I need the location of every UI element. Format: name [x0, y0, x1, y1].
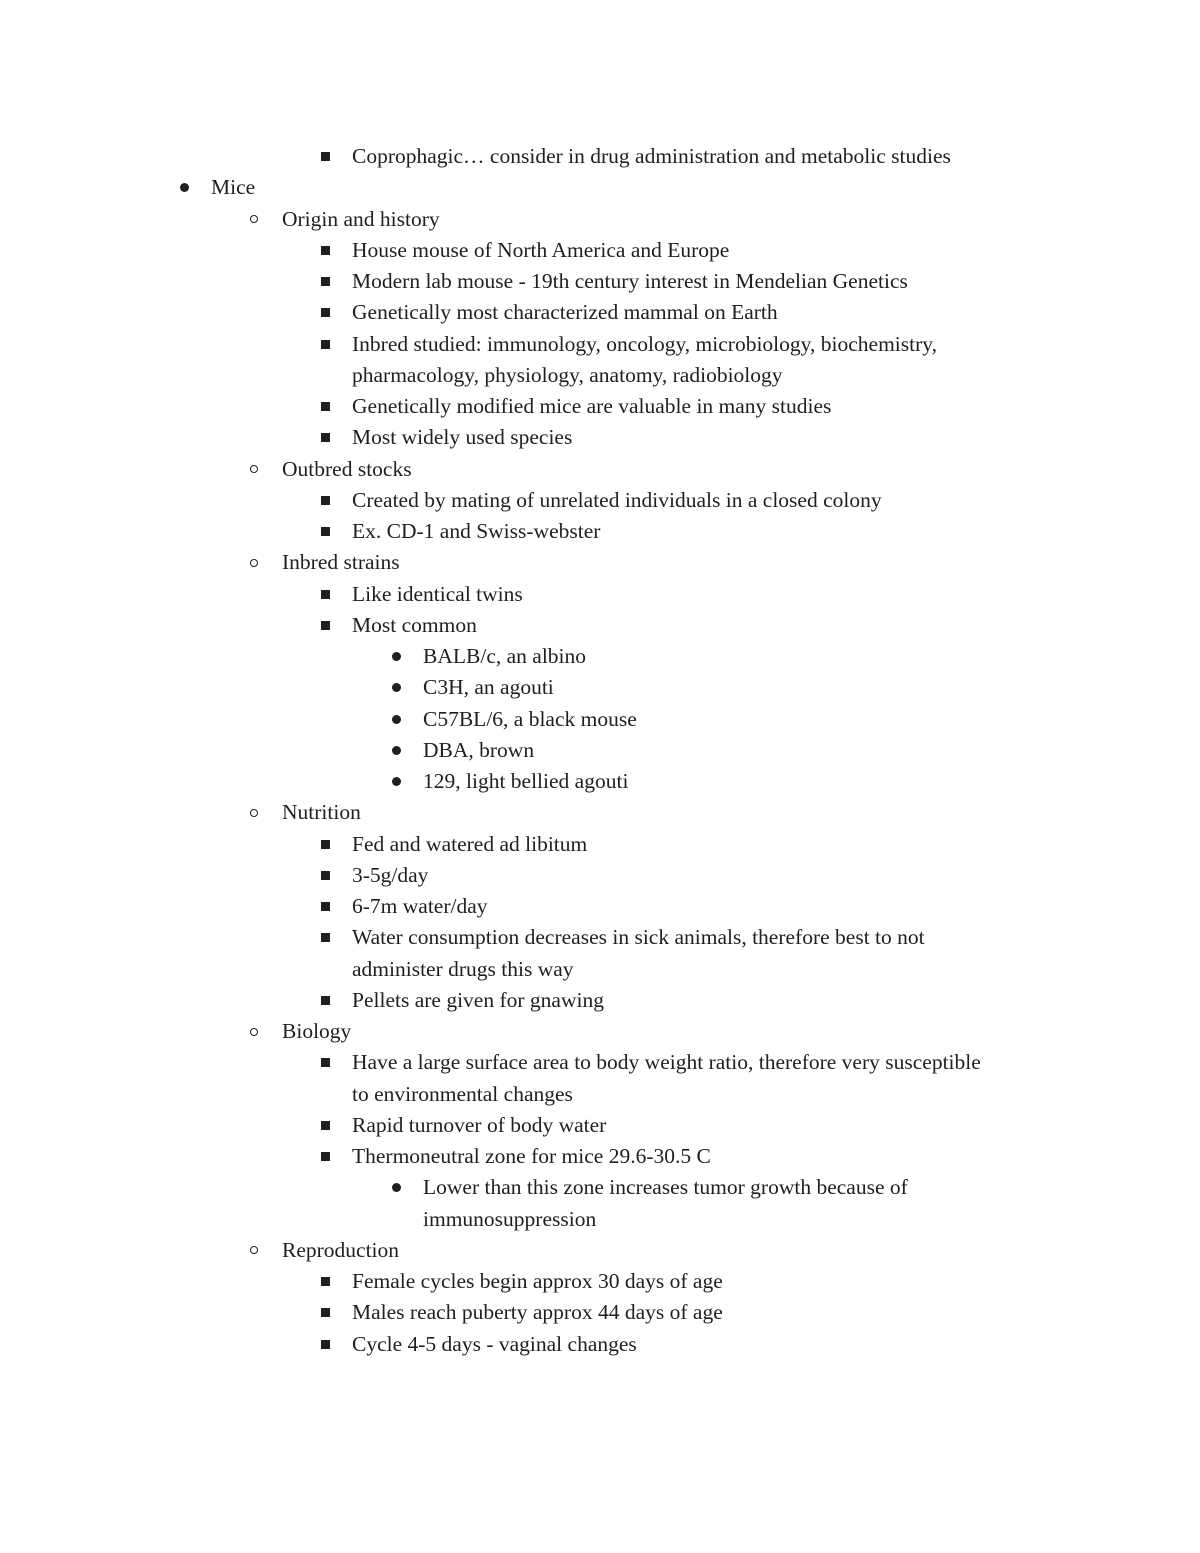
list-item-text: Outbred stocks [282, 456, 412, 481]
square-bullet-icon [318, 610, 332, 641]
circle-bullet-icon [247, 547, 261, 578]
disc-bullet-icon [177, 172, 191, 203]
circle-bullet-icon [247, 454, 261, 485]
square-bullet-icon [318, 485, 332, 516]
list-item-text: House mouse of North America and Europe [352, 237, 730, 262]
list-item-level-3 [0, 829, 1200, 860]
circle-bullet-icon [247, 204, 261, 235]
square-bullet-icon [318, 422, 332, 453]
list-item-level-3 [0, 1110, 1200, 1141]
square-bullet-icon [318, 1110, 332, 1141]
list-item-level-3 [0, 485, 1200, 516]
list-item-level-3 [0, 1047, 1200, 1078]
list-item-text: Have a large surface area to body weight ratio, therefore very susceptible [352, 1050, 981, 1075]
list-item-level-3 [0, 922, 1200, 953]
list-item-text: Female cycles begin approx 30 days of age [352, 1269, 723, 1293]
list-item-text: Males reach puberty approx 44 days of age [352, 1300, 723, 1325]
square-bullet-icon [318, 1047, 332, 1078]
disc-bullet-icon [389, 704, 403, 735]
square-bullet-icon [318, 1329, 332, 1360]
list-item-text: C3H, an agouti [423, 675, 554, 700]
square-bullet-icon [318, 829, 332, 860]
disc-bullet-icon [389, 1172, 403, 1203]
list-item-text: BALB/c, an albino [423, 644, 587, 668]
list-item-text: Thermoneutral zone for mice 29.6-30.5 C [352, 1144, 711, 1168]
list-item-continuation [0, 360, 1200, 391]
square-bullet-icon [318, 235, 332, 266]
list-item-level-3 [0, 1141, 1200, 1172]
list-item-level-4 [0, 1172, 1200, 1203]
list-item-text: Genetically modified mice are valuable in many studies [352, 394, 832, 418]
square-bullet-icon [318, 860, 332, 891]
disc-bullet-icon [389, 766, 403, 797]
square-bullet-icon [318, 922, 332, 953]
list-item-text: Fed and watered ad libitum [352, 831, 588, 856]
square-bullet-icon [318, 985, 332, 1016]
square-bullet-icon [318, 297, 332, 328]
document-body [0, 141, 1200, 1360]
list-item-text: Water consumption decreases in sick animals, therefore best to not [352, 925, 925, 950]
list-item-level-4 [0, 766, 1200, 797]
list-item-text: Pellets are given for gnawing [352, 987, 604, 1012]
list-item-level-3 [0, 297, 1200, 328]
list-item-level-3 [0, 422, 1200, 453]
circle-bullet-icon [247, 797, 261, 828]
square-bullet-icon [318, 891, 332, 922]
square-bullet-icon [318, 579, 332, 610]
list-item-text: immunosuppression [423, 1206, 597, 1231]
list-item-text: Genetically most characterized mammal on Earth [352, 300, 778, 325]
list-item-text: Most common [352, 612, 477, 637]
list-item-level-4 [0, 672, 1200, 703]
list-item-text: DBA, brown [423, 737, 535, 762]
list-item-text: Cycle 4-5 days - vaginal changes [352, 1331, 637, 1356]
list-item-text: Inbred strains [282, 550, 400, 575]
list-item-level-3 [0, 516, 1200, 547]
list-item-text: administer drugs this way [352, 956, 574, 981]
disc-bullet-icon [389, 672, 403, 703]
disc-bullet-icon [389, 641, 403, 672]
list-item-text: Mice [211, 175, 256, 200]
list-item-level-4 [0, 704, 1200, 735]
list-item-text: to environmental changes [352, 1081, 573, 1106]
square-bullet-icon [318, 266, 332, 297]
list-item-continuation [0, 1079, 1200, 1110]
list-item-level-2 [0, 1235, 1200, 1266]
list-item-level-3 [0, 985, 1200, 1016]
square-bullet-icon [318, 391, 332, 422]
list-item-text: Lower than this zone increases tumor growth because of [423, 1175, 908, 1200]
list-item-text: 129, light bellied agouti [423, 769, 629, 793]
list-item-text: Reproduction [282, 1237, 400, 1262]
list-item-level-2 [0, 797, 1200, 828]
list-item-level-2 [0, 204, 1200, 235]
list-item-continuation [0, 954, 1200, 985]
list-item-level-2 [0, 547, 1200, 578]
list-item-text: 3-5g/day [352, 862, 429, 887]
square-bullet-icon [318, 1297, 332, 1328]
list-item-level-3 [0, 266, 1200, 297]
square-bullet-icon [318, 329, 332, 360]
square-bullet-icon [318, 141, 332, 172]
list-item-text: 6-7m water/day [352, 894, 488, 918]
list-item-text: Biology [282, 1019, 352, 1043]
circle-bullet-icon [247, 1016, 261, 1047]
disc-bullet-icon [389, 735, 403, 766]
list-item-text: Created by mating of unrelated individuals in a closed colony [352, 487, 882, 512]
circle-bullet-icon [247, 1235, 261, 1266]
list-item-text: pharmacology, physiology, anatomy, radiobiology [352, 362, 783, 387]
square-bullet-icon [318, 1141, 332, 1172]
list-item-level-3 [0, 141, 1200, 172]
list-item-level-3 [0, 610, 1200, 641]
list-item-text: Coprophagic… consider in drug administration and metabolic studies [352, 144, 951, 168]
list-item-text: Nutrition [282, 800, 361, 825]
square-bullet-icon [318, 1266, 332, 1297]
list-item-text: Modern lab mouse - 19th century interest in Mendelian Genetics [352, 269, 908, 293]
list-item-text: Origin and history [282, 206, 440, 231]
list-item-level-3 [0, 579, 1200, 610]
list-item-level-3 [0, 329, 1200, 360]
list-item-text: Like identical twins [352, 581, 523, 606]
list-item-level-3 [0, 1266, 1200, 1297]
list-item-text: Ex. CD-1 and Swiss-webster [352, 519, 601, 543]
list-item-level-3 [0, 235, 1200, 266]
list-item-continuation [0, 1204, 1200, 1235]
list-item-text: Most widely used species [352, 425, 573, 450]
list-item-text: Rapid turnover of body water [352, 1112, 607, 1137]
list-item-level-3 [0, 860, 1200, 891]
list-item-text: C57BL/6, a black mouse [423, 706, 637, 731]
list-item-level-3 [0, 391, 1200, 422]
list-item-level-4 [0, 641, 1200, 672]
square-bullet-icon [318, 516, 332, 547]
list-item-level-3 [0, 891, 1200, 922]
list-item-level-4 [0, 735, 1200, 766]
list-item-level-2 [0, 454, 1200, 485]
list-item-text: Inbred studied: immunology, oncology, microbiology, biochemistry, [352, 331, 937, 356]
list-item-level-1 [0, 172, 1200, 203]
list-item-level-3 [0, 1297, 1200, 1328]
list-item-level-3 [0, 1329, 1200, 1360]
list-item-level-2 [0, 1016, 1200, 1047]
